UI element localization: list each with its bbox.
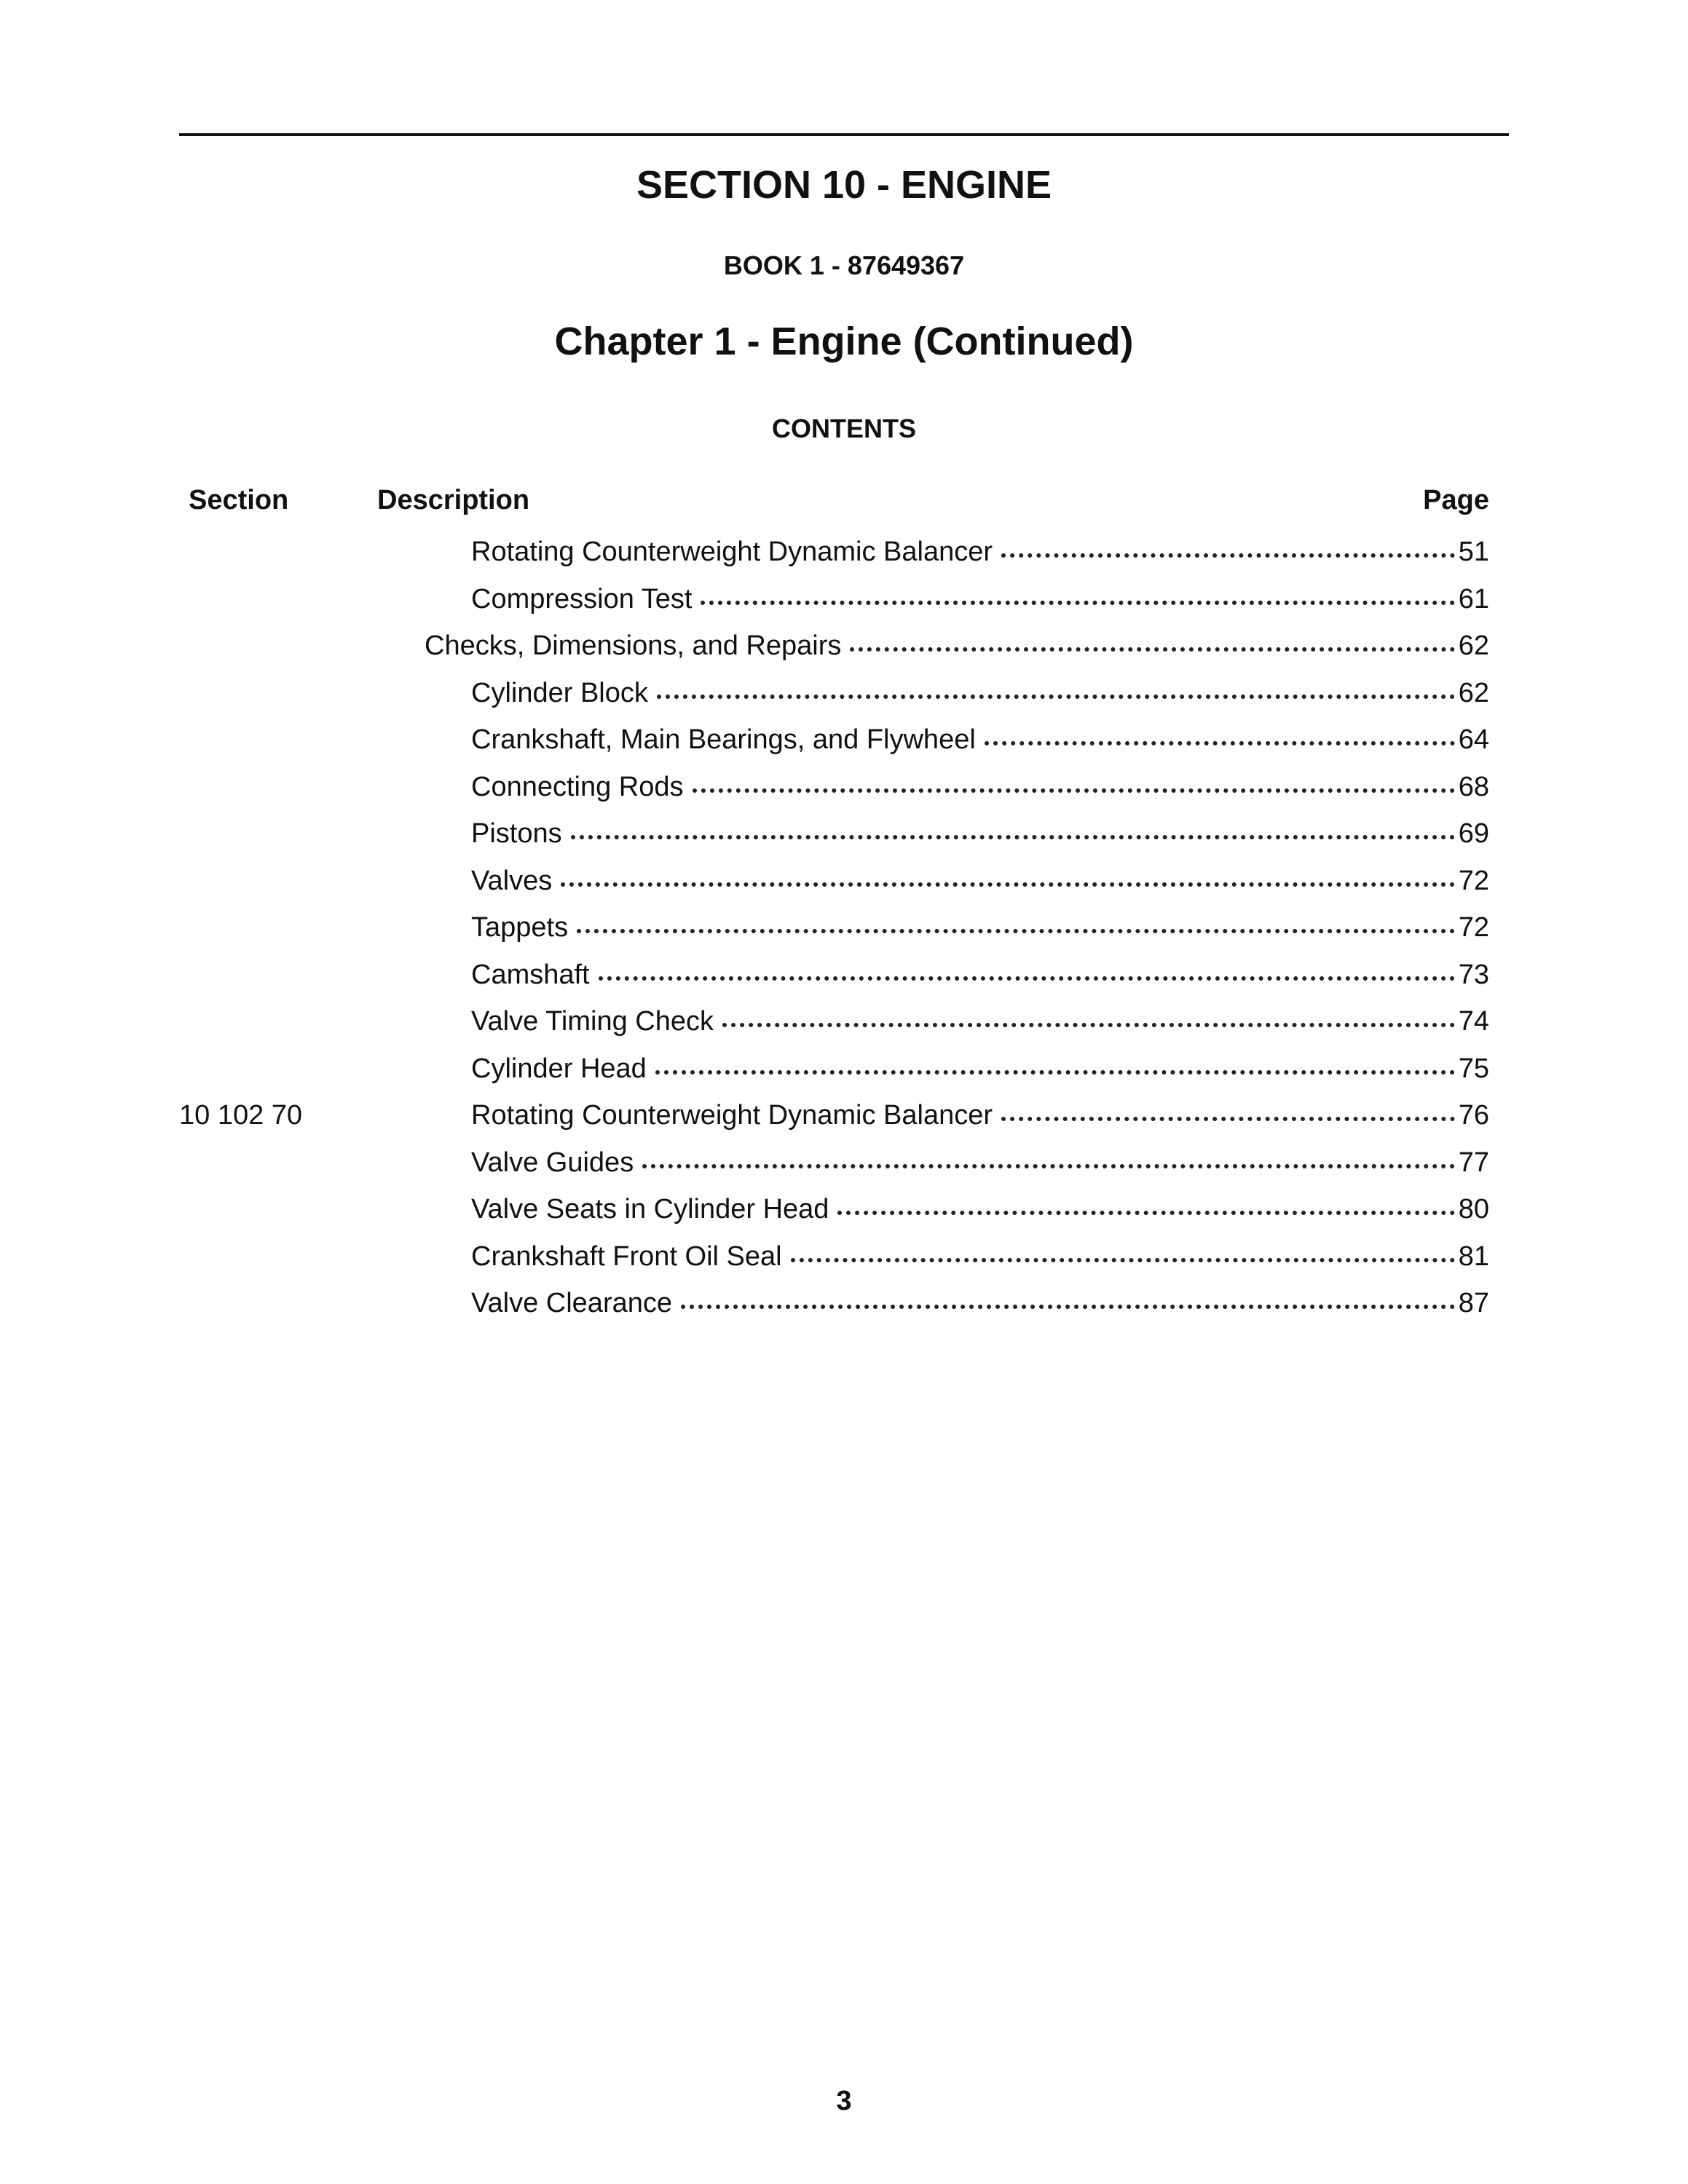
toc-page-number: 62 <box>1458 630 1489 661</box>
chapter-title: Chapter 1 - Engine (Continued) <box>554 320 1134 363</box>
column-header-page: Page <box>1423 485 1489 515</box>
toc-row <box>0 998 1688 1045</box>
toc-dot-leader <box>722 1023 1455 1027</box>
column-header-description: Description <box>377 485 530 515</box>
toc-page-number: 61 <box>1458 583 1489 614</box>
toc-page-number: 73 <box>1458 959 1489 990</box>
toc-page-number: 51 <box>1458 537 1489 567</box>
toc-dot-leader <box>561 882 1455 887</box>
toc-entry[interactable] <box>425 622 1455 670</box>
toc-title: Cylinder Head <box>471 1053 647 1084</box>
toc-page-number: 74 <box>1458 1006 1489 1037</box>
toc-title: Valve Guides <box>471 1147 634 1178</box>
toc-page-number: 64 <box>1458 724 1489 755</box>
column-header-section: Section <box>189 485 289 515</box>
toc-entry[interactable] <box>471 576 1455 623</box>
toc-entry[interactable] <box>471 529 1455 576</box>
toc-dot-leader <box>850 647 1455 652</box>
toc-dot-leader <box>655 1070 1455 1075</box>
toc-dot-leader <box>577 929 1455 933</box>
toc-entry[interactable] <box>471 764 1455 811</box>
toc-row <box>0 951 1688 999</box>
toc-row <box>0 716 1688 764</box>
toc-row <box>0 1186 1688 1233</box>
toc-page-number: 69 <box>1458 818 1489 849</box>
toc-row <box>0 1280 1688 1327</box>
toc-entry[interactable] <box>471 1092 1455 1139</box>
toc-dot-leader <box>701 601 1455 605</box>
toc-row <box>0 810 1688 858</box>
top-rule <box>179 133 1509 136</box>
toc-row <box>0 1092 1688 1139</box>
toc-dot-leader <box>837 1211 1455 1215</box>
toc-entry[interactable] <box>471 1045 1455 1093</box>
toc-title: Crankshaft Front Oil Seal <box>471 1241 782 1272</box>
toc-title: Cylinder Block <box>471 677 648 708</box>
toc-page-number: 72 <box>1458 865 1489 896</box>
toc-page-number: 80 <box>1458 1194 1489 1224</box>
toc-page-number: 76 <box>1458 1100 1489 1131</box>
toc-entry[interactable] <box>471 858 1455 905</box>
toc-title: Pistons <box>471 818 562 849</box>
toc-title: Rotating Counterweight Dynamic Balancer <box>471 1100 993 1131</box>
toc-dot-leader <box>1001 1117 1455 1121</box>
toc-title: Compression Test <box>471 583 693 614</box>
toc-dot-leader <box>1001 553 1455 558</box>
table-of-contents <box>0 529 1688 1327</box>
toc-dot-leader <box>642 1164 1455 1168</box>
toc-title: Valve Seats in Cylinder Head <box>471 1194 829 1224</box>
toc-dot-leader <box>571 835 1455 839</box>
book-id: BOOK 1 - 87649367 <box>723 250 965 280</box>
toc-page-number: 75 <box>1458 1053 1489 1084</box>
toc-title: Crankshaft, Main Bearings, and Flywheel <box>471 724 976 755</box>
toc-title: Tappets <box>471 912 569 943</box>
toc-title: Valve Clearance <box>471 1288 673 1318</box>
toc-dot-leader <box>791 1258 1455 1262</box>
toc-entry[interactable] <box>471 998 1455 1045</box>
toc-row <box>0 670 1688 717</box>
section-title: SECTION 10 - ENGINE <box>636 163 1052 207</box>
toc-row <box>0 1139 1688 1187</box>
toc-entry[interactable] <box>471 1139 1455 1187</box>
toc-row <box>0 764 1688 811</box>
toc-row <box>0 1233 1688 1281</box>
toc-entry[interactable] <box>471 904 1455 951</box>
toc-row <box>0 904 1688 951</box>
page-number: 3 <box>836 2086 852 2116</box>
toc-section-number: 10 102 70 <box>179 1100 303 1131</box>
toc-entry[interactable] <box>471 716 1455 764</box>
toc-row <box>0 858 1688 905</box>
toc-page-number: 77 <box>1458 1147 1489 1178</box>
toc-row <box>0 1045 1688 1093</box>
toc-page-number: 87 <box>1458 1288 1489 1318</box>
toc-title: Connecting Rods <box>471 771 684 802</box>
toc-title: Rotating Counterweight Dynamic Balancer <box>471 537 993 567</box>
toc-entry[interactable] <box>471 1233 1455 1281</box>
toc-entry[interactable] <box>471 951 1455 999</box>
toc-entry[interactable] <box>471 670 1455 717</box>
toc-page-number: 68 <box>1458 771 1489 802</box>
toc-dot-leader <box>599 976 1455 981</box>
toc-page-number: 72 <box>1458 912 1489 943</box>
toc-row <box>0 622 1688 670</box>
contents-heading: CONTENTS <box>772 414 916 443</box>
toc-title: Valves <box>471 865 553 896</box>
toc-page-number: 62 <box>1458 677 1489 708</box>
toc-title: Camshaft <box>471 959 590 990</box>
toc-entry[interactable] <box>471 1186 1455 1233</box>
toc-row <box>0 529 1688 576</box>
toc-row <box>0 576 1688 623</box>
toc-dot-leader <box>681 1305 1455 1309</box>
toc-dot-leader <box>693 788 1455 793</box>
toc-title: Checks, Dimensions, and Repairs <box>425 630 842 661</box>
toc-entry[interactable] <box>471 1280 1455 1327</box>
toc-dot-leader <box>985 741 1455 745</box>
toc-page-number: 81 <box>1458 1241 1489 1272</box>
toc-entry[interactable] <box>471 810 1455 858</box>
toc-dot-leader <box>657 695 1455 699</box>
toc-title: Valve Timing Check <box>471 1006 714 1037</box>
